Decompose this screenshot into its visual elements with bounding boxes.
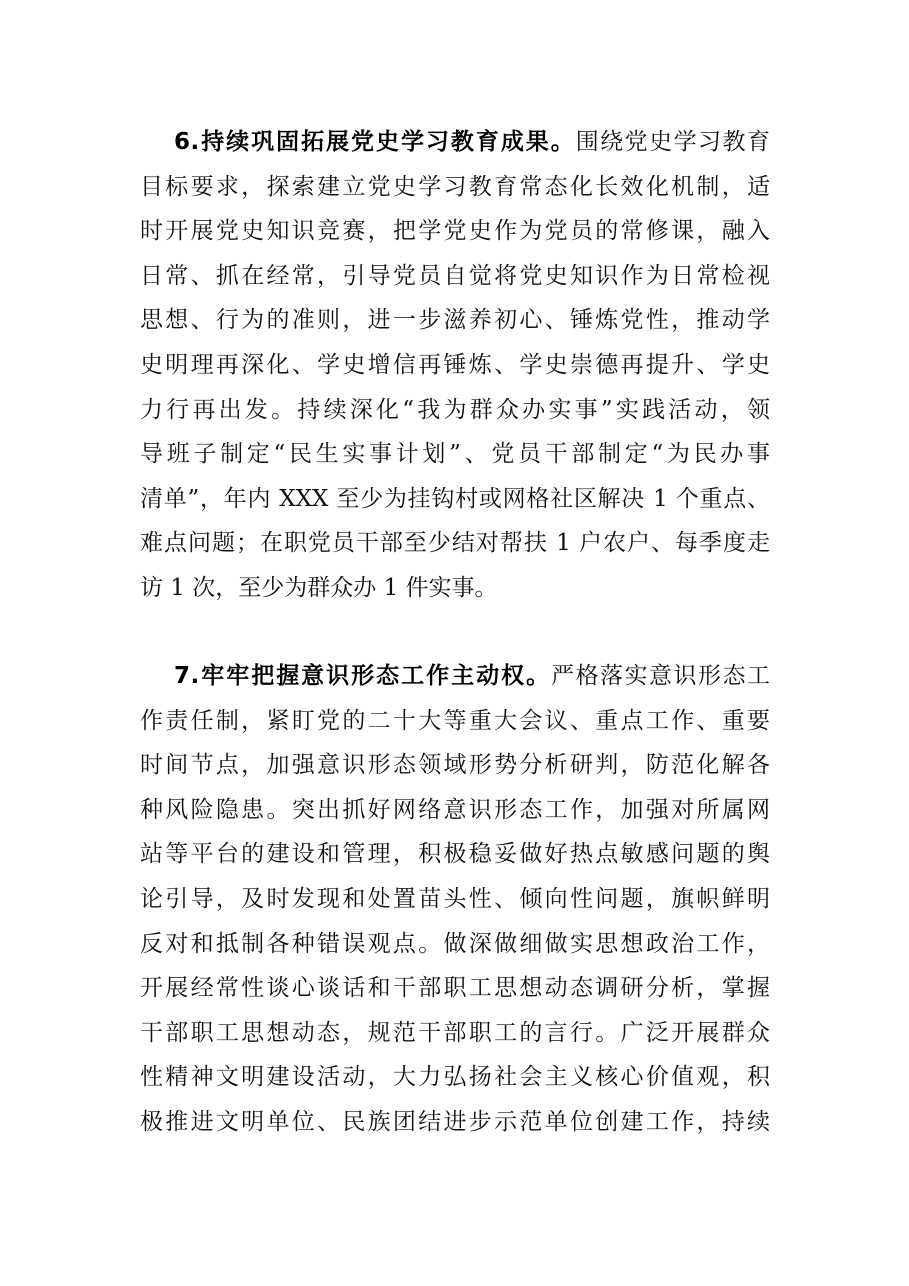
paragraph-line: 种风险隐患。突出抓好网络意识形态工作，加强对所属网 [140, 796, 770, 823]
paragraph-heading: 6.持续巩固拓展党史学习教育成果。 [174, 129, 576, 155]
paragraph-line: 访 1 次，至少为群众办 1 件实事。 [140, 574, 498, 601]
paragraph-line: 时间节点，加强意识形态领域形势分析研判，防范化解各 [140, 752, 770, 779]
paragraph-line: 时开展党史知识竞赛，把学党史作为党员的常修课，融入 [140, 218, 770, 245]
paragraph-line: 日常、抓在经常，引导党员自觉将党史知识作为日常检视 [140, 262, 770, 289]
paragraph-line: 作责任制，紧盯党的二十大等重大会议、重点工作、重要 [140, 707, 770, 734]
paragraph-first-line [140, 120, 770, 165]
paragraph-line: 反对和抵制各种错误观点。做深做细做实思想政治工作， [140, 930, 770, 957]
paragraph-line: 力行再出发。持续深化“我为群众办实事”实践活动，领 [140, 396, 770, 423]
paragraph-6 [140, 120, 770, 611]
paragraph-line: 干部职工思想动态，规范干部职工的言行。广泛开展群众 [140, 1019, 770, 1046]
paragraph-line: 开展经常性谈心谈话和干部职工思想动态调研分析，掌握 [140, 975, 770, 1002]
paragraph-text: 围绕党史学习教育 [575, 129, 770, 155]
paragraph-text: 严格落实意识形态工 [551, 663, 770, 689]
paragraph-first-line [140, 654, 770, 699]
paragraph-line: 思想、行为的准则，进一步滋养初心、锤炼党性，推动学 [140, 307, 770, 334]
paragraph-line: 清单”，年内 XXX 至少为挂钩村或网格社区解决 1 个重点、 [140, 485, 770, 512]
paragraph-7 [140, 654, 770, 1145]
paragraph-line: 论引导，及时发现和处置苗头性、倾向性问题，旗帜鲜明 [140, 885, 770, 912]
paragraph-line: 极推进文明单位、民族团结进步示范单位创建工作，持续 [140, 1108, 770, 1135]
paragraph-line: 性精神文明建设活动，大力弘扬社会主义核心价值观，积 [140, 1064, 770, 1091]
paragraph-line: 站等平台的建设和管理，积极稳妥做好热点敏感问题的舆 [140, 841, 770, 868]
paragraph-line: 导班子制定“民生实事计划”、党员干部制定“为民办事 [140, 441, 770, 468]
paragraph-line: 目标要求，探索建立党史学习教育常态化长效化机制，适 [140, 173, 770, 200]
paragraph-line: 史明理再深化、学史增信再锤炼、学史崇德再提升、学史 [140, 351, 770, 378]
paragraph-heading: 7.牢牢把握意识形态工作主动权。 [174, 663, 552, 689]
paragraph-line: 难点问题；在职党员干部至少结对帮扶 1 户农户、每季度走 [140, 530, 770, 557]
